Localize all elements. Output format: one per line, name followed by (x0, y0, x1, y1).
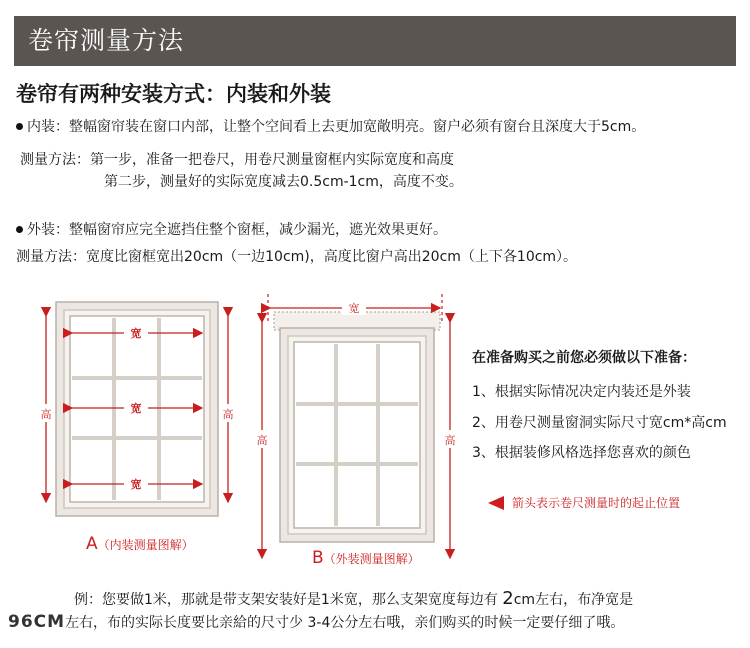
a-caption-text: （内装测量图解） (97, 538, 194, 552)
banner-title: 卷帘测量方法 (28, 26, 185, 55)
inner-install-line (16, 117, 645, 137)
prep-step-1: 1、根据实际情况决定内装还是外装 (472, 384, 691, 400)
a-width-label-bottom: 宽 (130, 478, 142, 491)
inner-step2: 第二步，测量好的实际宽度减去0.5cm-1cm，高度不变。 (104, 174, 463, 190)
diagram-a-caption (86, 536, 194, 553)
example-range: 3-4 (307, 615, 331, 631)
arrow-legend: 箭头表示卷尺测量时的起止位置 (512, 496, 681, 510)
b-caption-letter: B (312, 548, 324, 568)
diagram-a-window (30, 296, 245, 536)
prep-step-3: 3、根据装修风格选择您喜欢的颜色 (472, 445, 691, 461)
red-arrow-icon (488, 496, 504, 510)
b-width-label: 宽 (348, 302, 360, 315)
inner-install-text: 内装：整幅窗帘装在窗口内部，让整个空间看上去更加宽敞明亮。窗户必须有窗台且深度大于5cm。 (27, 119, 646, 135)
outer-install-line (16, 220, 447, 240)
bullet-icon (16, 123, 23, 130)
outer-method: 测量方法：宽度比窗框宽出20cm（一边10cm)，高度比窗户高出20cm（上下各10cm）。 (16, 249, 578, 265)
diagram-b-window (250, 290, 465, 570)
b-height-label-left: 高 (256, 434, 268, 447)
example-lead: 96CM (8, 612, 66, 632)
outer-install-text: 外装：整幅窗帘应完全遮挡住整个窗框，减少漏光，遮光效果更好。 (27, 222, 447, 238)
example-line-1 (74, 588, 633, 611)
example-num: 2 (502, 588, 514, 609)
diagram-b-caption (312, 550, 420, 567)
a-width-label-mid: 宽 (130, 402, 142, 415)
title-banner (14, 16, 736, 66)
section-heading: 卷帘有两种安装方式：内装和外装 (16, 82, 331, 106)
inner-step1: 第一步，准备一把卷尺，用卷尺测量窗框内实际宽度和高度 (90, 152, 454, 168)
b-height-label-right: 高 (444, 434, 456, 447)
inner-step1-line (20, 150, 454, 170)
prep-step-2: 2、用卷尺测量窗洞实际尺寸宽cm*高cm (472, 415, 727, 431)
a-height-label-right: 高 (222, 408, 234, 421)
example-part4: 公分左右哦，亲们购买的时候一定要仔细了哦。 (330, 615, 625, 631)
a-height-label-left: 高 (40, 408, 52, 421)
example-part2: cm左右，布净宽是 (513, 592, 634, 608)
inner-method-label: 测量方法： (20, 152, 90, 168)
example-part1: 例：您要做1米，那就是带支架安装好是1米宽，那么支架宽度每边有 (74, 592, 498, 608)
a-width-label-top: 宽 (130, 327, 142, 340)
a-caption-letter: A (86, 534, 98, 554)
example-part3: 左右，布的实际长度要比亲給的尺寸少 (65, 615, 304, 631)
example-line-2 (8, 611, 624, 634)
b-caption-text: （外装测量图解） (323, 552, 420, 566)
bullet-icon (16, 226, 23, 233)
prep-title: 在准备购买之前您必须做以下准备： (472, 350, 696, 366)
